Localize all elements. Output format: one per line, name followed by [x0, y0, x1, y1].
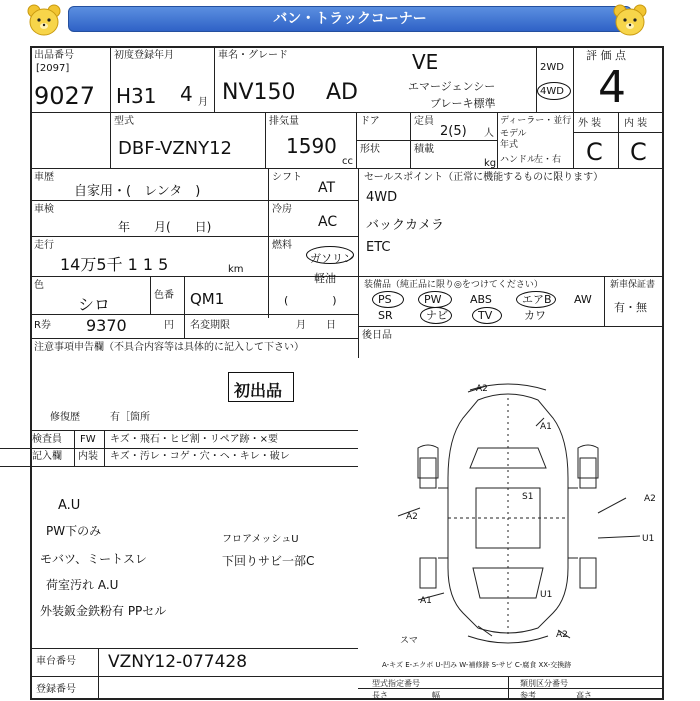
- inspector-fw-label: FW: [80, 434, 96, 445]
- inspector-interior-label: 内装: [78, 451, 98, 462]
- remark-right: 下回りサビ一部C: [222, 554, 315, 568]
- grade-note-1: エマージェンシー: [408, 80, 496, 93]
- sales-point-item: ETC: [366, 240, 391, 255]
- fuel-paren: ( ): [284, 294, 337, 307]
- damage-label: A1: [540, 422, 552, 432]
- equip-navi: ナビ: [426, 309, 448, 322]
- first-registration-year: H31: [116, 84, 157, 108]
- bear-mascot-icon: [26, 3, 62, 37]
- interior-label: 内 装: [624, 118, 648, 129]
- damage-label: S1: [522, 492, 534, 502]
- model-grade: AD: [326, 80, 358, 105]
- score-value: 4: [598, 62, 626, 113]
- inspection-label: 車検: [34, 204, 54, 215]
- mileage-value: 14万5千 1 1 5: [60, 255, 169, 274]
- mileage-label: 走行: [34, 240, 54, 251]
- equip-ps-circle: [372, 291, 404, 308]
- bear-mascot-icon: [612, 3, 648, 37]
- damage-label: A2: [644, 494, 656, 504]
- damage-label: A2: [556, 630, 568, 640]
- type-value: DBF-VZNY12: [118, 138, 233, 159]
- damage-label: スマ: [400, 636, 418, 646]
- handle-options: 左・右: [534, 155, 562, 165]
- ac-value: AC: [318, 214, 338, 230]
- warranty-value: 有・無: [614, 301, 647, 314]
- footer-type-spec-label: 型式指定番号: [372, 679, 420, 688]
- model-year-label-1: モデル: [500, 129, 527, 139]
- remark-left: PW下のみ: [46, 524, 102, 538]
- model-year-label-2: 年式: [500, 140, 519, 150]
- equip-tv-circle: [472, 307, 502, 324]
- footer-width-label: 幅: [432, 691, 440, 700]
- shift-label: シフト: [272, 172, 302, 183]
- doors-label: ドア: [360, 116, 380, 127]
- equip-aw: AW: [574, 293, 592, 306]
- mileage-unit: km: [228, 264, 244, 275]
- sales-points-label: セールスポイント（正常に機能するものに限ります）: [364, 172, 604, 183]
- type-label: 型式: [114, 116, 134, 127]
- repair-history-value: 有［箇所: [110, 412, 150, 423]
- inspector-interior-items: キズ・汚レ・コゲ・穴・ヘ・キレ・破レ: [110, 451, 290, 462]
- equip-pw: PW: [424, 293, 442, 306]
- name-change-value: 月 日: [296, 320, 336, 331]
- dealer-label: ディーラー・並行: [500, 116, 572, 126]
- drive-4wd-circle: [537, 82, 571, 100]
- damage-label: U1: [540, 590, 553, 600]
- shift-value: AT: [318, 180, 336, 196]
- fuel-diesel: 軽油: [314, 272, 336, 285]
- sales-point-item: 4WD: [366, 190, 398, 205]
- first-registration-label: 初度登録年月: [114, 50, 174, 61]
- equip-pw-circle: [418, 291, 452, 308]
- first-listing-stamp-text: 初出品: [234, 381, 283, 400]
- chassis-value: VZNY12-077428: [108, 652, 248, 672]
- banner-title: バン・トラックコーナー: [273, 11, 427, 27]
- load-label: 積載: [414, 144, 434, 155]
- tax-value: 9370: [86, 316, 127, 335]
- tax-unit: 円: [164, 320, 174, 331]
- car-damage-diagram: [358, 338, 664, 676]
- inspector-label: 検査員: [32, 434, 62, 445]
- body-shape-label: 形状: [360, 144, 380, 155]
- month-unit: 月: [198, 97, 208, 108]
- footer-length-label: 長さ: [372, 691, 388, 700]
- load-unit: kg: [484, 158, 497, 169]
- damage-label: A1: [420, 596, 432, 606]
- car-diagram-svg: [358, 338, 664, 676]
- remark-left: 外装鈑金鉄粉有 PPセル: [40, 604, 167, 618]
- equip-airbag-circle: [516, 291, 556, 308]
- damage-legend: A-キズ E-エクボ U-凹み W-補修跡 S-サビ C-腐食 XX-交換跡: [382, 661, 572, 669]
- inspector-sub-label: 記入欄: [32, 451, 62, 462]
- remark-left: 荷室汚れ A.U: [46, 578, 119, 592]
- equip-ps: PS: [378, 293, 392, 306]
- footer-sub-label: 参考: [520, 691, 536, 700]
- color-value: シロ: [78, 295, 111, 314]
- equip-tv: TV: [478, 309, 493, 322]
- lot-number-label: 出品番号: [34, 50, 74, 61]
- use-label: 車歴: [34, 172, 54, 183]
- capacity-unit: 人: [484, 128, 494, 139]
- footer-height-label: 高さ: [576, 691, 592, 700]
- color-no-value: QM1: [190, 290, 225, 308]
- remark-right: フロアメッシュU: [222, 534, 299, 545]
- footer-class-label: 類別区分番号: [520, 679, 568, 688]
- equip-navi-circle: [420, 307, 452, 324]
- sales-point-item: バックカメラ: [366, 218, 445, 233]
- first-registration-month: 4: [180, 82, 193, 106]
- name-change-label: 名変期限: [190, 320, 230, 331]
- inspector-fw-items: キズ・飛石・ヒビ割・リペア跡・×要: [110, 434, 278, 445]
- warranty-label: 新車保証書: [610, 280, 656, 290]
- color-label: 色: [34, 280, 44, 291]
- damage-label: U1: [642, 534, 655, 544]
- remark-left: A.U: [58, 498, 81, 513]
- damage-label: A2: [406, 512, 418, 522]
- grade-note-2: ブレーキ標準: [430, 97, 496, 110]
- grade-sub: VE: [412, 50, 439, 74]
- drive-4wd: 4WD: [540, 86, 564, 97]
- capacity-value: 2(5): [440, 124, 467, 139]
- exterior-grade: C: [586, 138, 603, 166]
- registration-label: 登録番号: [36, 684, 76, 695]
- handle-label: ハンドル: [500, 155, 537, 165]
- fuel-gas: ガソリン: [310, 252, 354, 265]
- exterior-label: 外 装: [578, 118, 602, 129]
- equip-leather: カワ: [524, 309, 546, 322]
- repair-history-label: 修復歴: [50, 412, 80, 423]
- lot-sub: [2097]: [36, 63, 70, 74]
- equip-abs: ABS: [470, 293, 492, 306]
- displacement-value: 1590: [286, 134, 337, 158]
- remark-left: モバツ、ミートスレ: [40, 552, 148, 566]
- score-label: 評 価 点: [586, 49, 626, 62]
- drive-2wd: 2WD: [540, 62, 564, 73]
- interior-grade: C: [630, 138, 647, 166]
- notes-label: 注意事項申告欄（不具合内容等は具体的に記入して下さい）: [34, 342, 304, 353]
- ac-label: 冷房: [272, 204, 292, 215]
- model-name: NV150: [222, 80, 296, 105]
- use-value: 自家用・( レンタ ): [74, 184, 201, 199]
- equip-airbag: エアB: [522, 293, 552, 306]
- model-label: 車名・グレード: [218, 50, 288, 61]
- remark-right-box: [200, 520, 350, 580]
- equip-sr: SR: [378, 309, 393, 322]
- after-items-label: 後日品: [362, 330, 392, 341]
- fuel-label: 燃料: [272, 240, 292, 251]
- tax-label: R券: [34, 320, 51, 331]
- color-no-label: 色番: [154, 290, 174, 301]
- chassis-label: 車台番号: [36, 656, 76, 667]
- equipment-label: 装備品（純正品に限り◎をつけてください）: [364, 280, 543, 290]
- capacity-label: 定員: [414, 116, 434, 127]
- displacement-unit: cc: [342, 156, 353, 167]
- lot-number: 9027: [34, 82, 96, 110]
- inspection-value: 年 月( 日): [118, 220, 212, 234]
- damage-label: A2: [476, 384, 488, 394]
- displacement-label: 排気量: [269, 116, 299, 127]
- fuel-gas-circle: [306, 246, 354, 264]
